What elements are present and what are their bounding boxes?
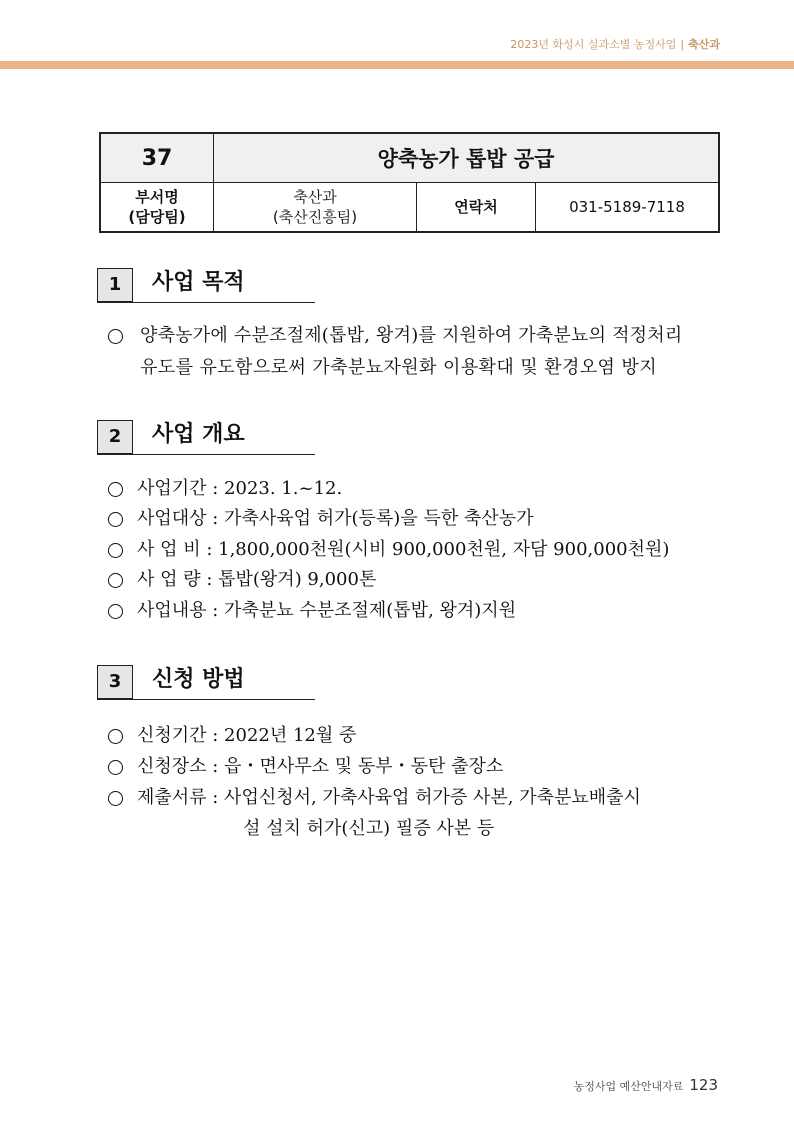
section-number: 3 [97,665,133,699]
section-heading-application [97,665,315,700]
section-heading-purpose [97,268,315,303]
page-footer [574,1076,718,1094]
bullet-circle-icon [108,791,123,806]
project-info-table [99,132,720,233]
section-title: 신청 방법 [152,667,245,692]
purpose-line-1: 양축농가에 수분조절제(톱밥, 왕겨)를 지원하여 가축분뇨의 적정처리 [140,325,683,346]
application-item-documents: 제출서류 : 사업신청서, 가축사육업 허가증 사본, 가축분뇨배출시 [137,787,641,808]
footer-publication: 농정사업 예산안내자료 [573,1080,684,1093]
bullet-circle-icon [108,604,123,619]
dept-label-cell [100,183,214,233]
contact-label: 연락처 [417,183,536,233]
dept-value-cell [214,183,417,233]
header-department: 축산과 [688,38,720,51]
team-value: (축산진흥팀) [272,208,358,226]
application-item-place: 신청장소 : 읍・면사무소 및 동부・동탄 출장소 [137,756,504,777]
purpose-line-2: 유도를 유도함으로써 가축분뇨자원화 이용확대 및 환경오염 방지 [140,357,658,378]
header-rule [0,61,794,69]
project-number: 37 [100,133,214,183]
overview-item-budget: 사 업 비 : 1,800,000천원(시비 900,000천원, 자담 900,000천원) [137,539,670,560]
application-item-documents-cont: 설 설치 허가(신고) 필증 사본 등 [243,818,495,839]
header-publication: 2023년 화성시 실과소별 농정사업 [510,38,677,51]
dept-value: 축산과 [293,188,337,206]
bullet-circle-icon [108,573,123,588]
header-separator: | [680,38,685,51]
overview-item-content: 사업내용 : 가축분뇨 수분조절제(톱밥, 왕겨)지원 [137,600,517,621]
bullet-circle-icon [108,760,123,775]
team-label: (담당팀) [128,208,186,226]
project-title: 양축농가 톱밥 공급 [214,133,720,183]
overview-item-target: 사업대상 : 가축사육업 허가(등록)을 득한 축산농가 [137,508,534,529]
bullet-circle-icon [108,329,123,344]
section-title: 사업 목적 [152,270,245,295]
section-number: 2 [97,420,133,454]
bullet-circle-icon [108,482,123,497]
page-number: 123 [689,1076,718,1094]
contact-value: 031-5189-7118 [536,183,720,233]
bullet-circle-icon [108,543,123,558]
overview-item-quantity: 사 업 량 : 톱밥(왕겨) 9,000톤 [137,569,377,590]
overview-item-period: 사업기간 : 2023. 1.~12. [137,478,343,499]
section-heading-overview [97,420,315,455]
section-number: 1 [97,268,133,302]
bullet-circle-icon [108,729,123,744]
section-title: 사업 개요 [152,422,245,447]
application-item-period: 신청기간 : 2022년 12월 중 [137,725,357,746]
dept-label: 부서명 [135,188,179,206]
bullet-circle-icon [108,512,123,527]
running-header [510,36,720,52]
